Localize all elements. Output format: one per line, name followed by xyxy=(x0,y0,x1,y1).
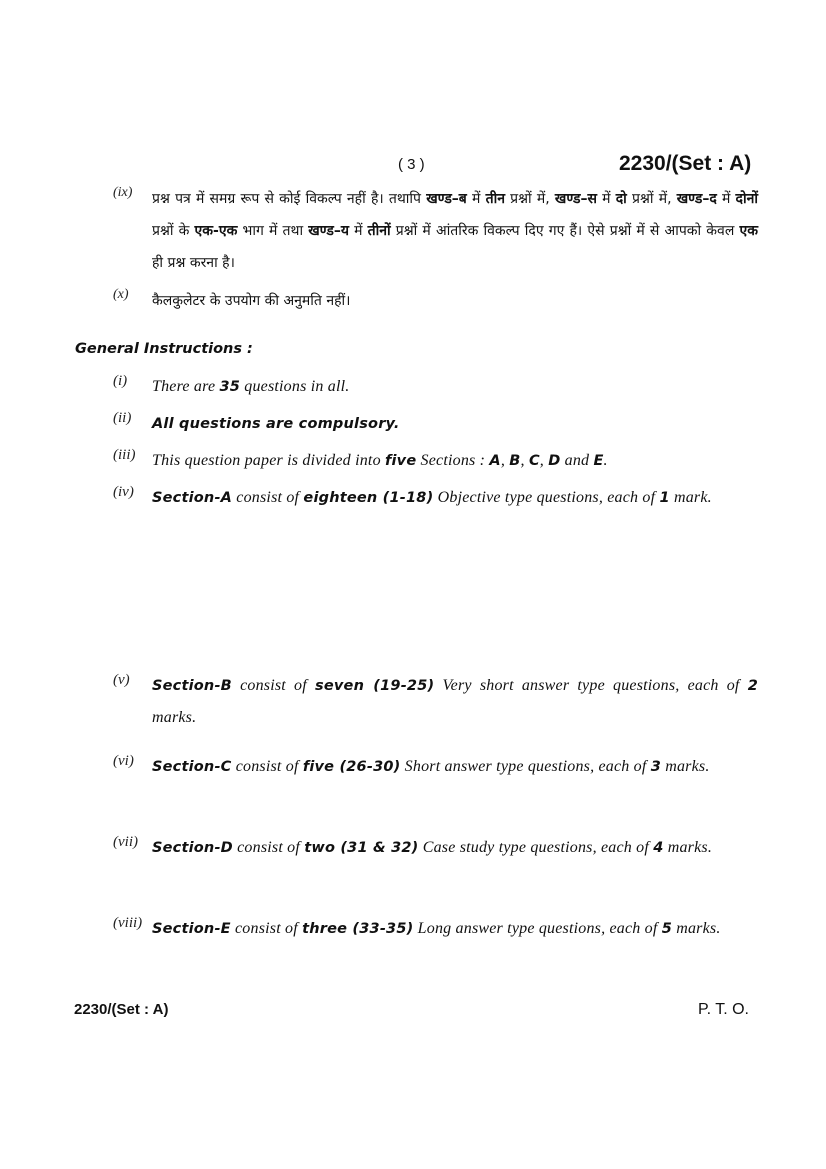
item-number: (v) xyxy=(113,672,130,688)
item-text: Section-D consist of two (31 & 32) Case study type questions, each of 4 marks. xyxy=(152,839,713,856)
item-number: (viii) xyxy=(113,915,143,931)
instruction-item-iv xyxy=(113,482,758,514)
instruction-item-i xyxy=(113,371,758,403)
item-text: प्रश्न पत्र में समग्र रूप से कोई विकल्प नहीं है। तथापि खण्ड–ब में तीन प्रश्नों में, खण्ड–स में दो प्रश्नों में, खण्ड–द में दोनों प्रश्नों के एक-एक भाग में तथा खण्ड–य में तीनों प्रश्नों में आंतरिक विकल्प दिए गए हैं। ऐसे प्रश्नों में से आपको केवल एक ही प्रश्न करना है। xyxy=(152,191,759,271)
general-instructions-heading: General Instructions : xyxy=(75,341,253,357)
instruction-item-viii xyxy=(113,913,758,945)
item-text: Section-B consist of seven (19-25) Very short answer type questions, each of 2 marks. xyxy=(152,677,758,726)
item-number: (ix) xyxy=(113,185,133,200)
instruction-item-ii xyxy=(113,408,758,440)
instruction-item-vi xyxy=(113,751,758,783)
instruction-item-v xyxy=(113,670,758,734)
item-text: कैलकुलेटर के उपयोग की अनुमति नहीं। xyxy=(152,293,351,309)
item-text: Section-E consist of three (33-35) Long answer type questions, each of 5 marks. xyxy=(152,920,721,937)
instruction-item-ix xyxy=(113,183,758,279)
item-number: (vii) xyxy=(113,834,138,850)
instruction-item-vii xyxy=(113,832,758,864)
item-number: (ii) xyxy=(113,410,132,426)
item-text: Section-A consist of eighteen (1-18) Objective type questions, each of 1 mark. xyxy=(152,489,712,506)
item-number: (i) xyxy=(113,373,128,389)
item-number: (iv) xyxy=(113,484,134,500)
item-text: There are 35 questions in all. xyxy=(152,378,350,395)
item-text: Section-C consist of five (26-30) Short answer type questions, each of 3 marks. xyxy=(152,758,710,775)
paper-code-header: 2230/(Set : A) xyxy=(619,152,752,175)
item-text: This question paper is divided into five Sections : A, B, C, D and E. xyxy=(152,452,608,469)
page-number: ( 3 ) xyxy=(398,156,425,173)
pto-label: P. T. O. xyxy=(698,1001,749,1018)
instruction-item-iii xyxy=(113,445,758,477)
item-text: All questions are compulsory. xyxy=(152,416,400,432)
item-number: (x) xyxy=(113,287,129,302)
item-number: (iii) xyxy=(113,447,136,463)
instruction-item-x xyxy=(113,285,758,317)
item-number: (vi) xyxy=(113,753,134,769)
paper-code-footer: 2230/(Set : A) xyxy=(74,1001,169,1018)
